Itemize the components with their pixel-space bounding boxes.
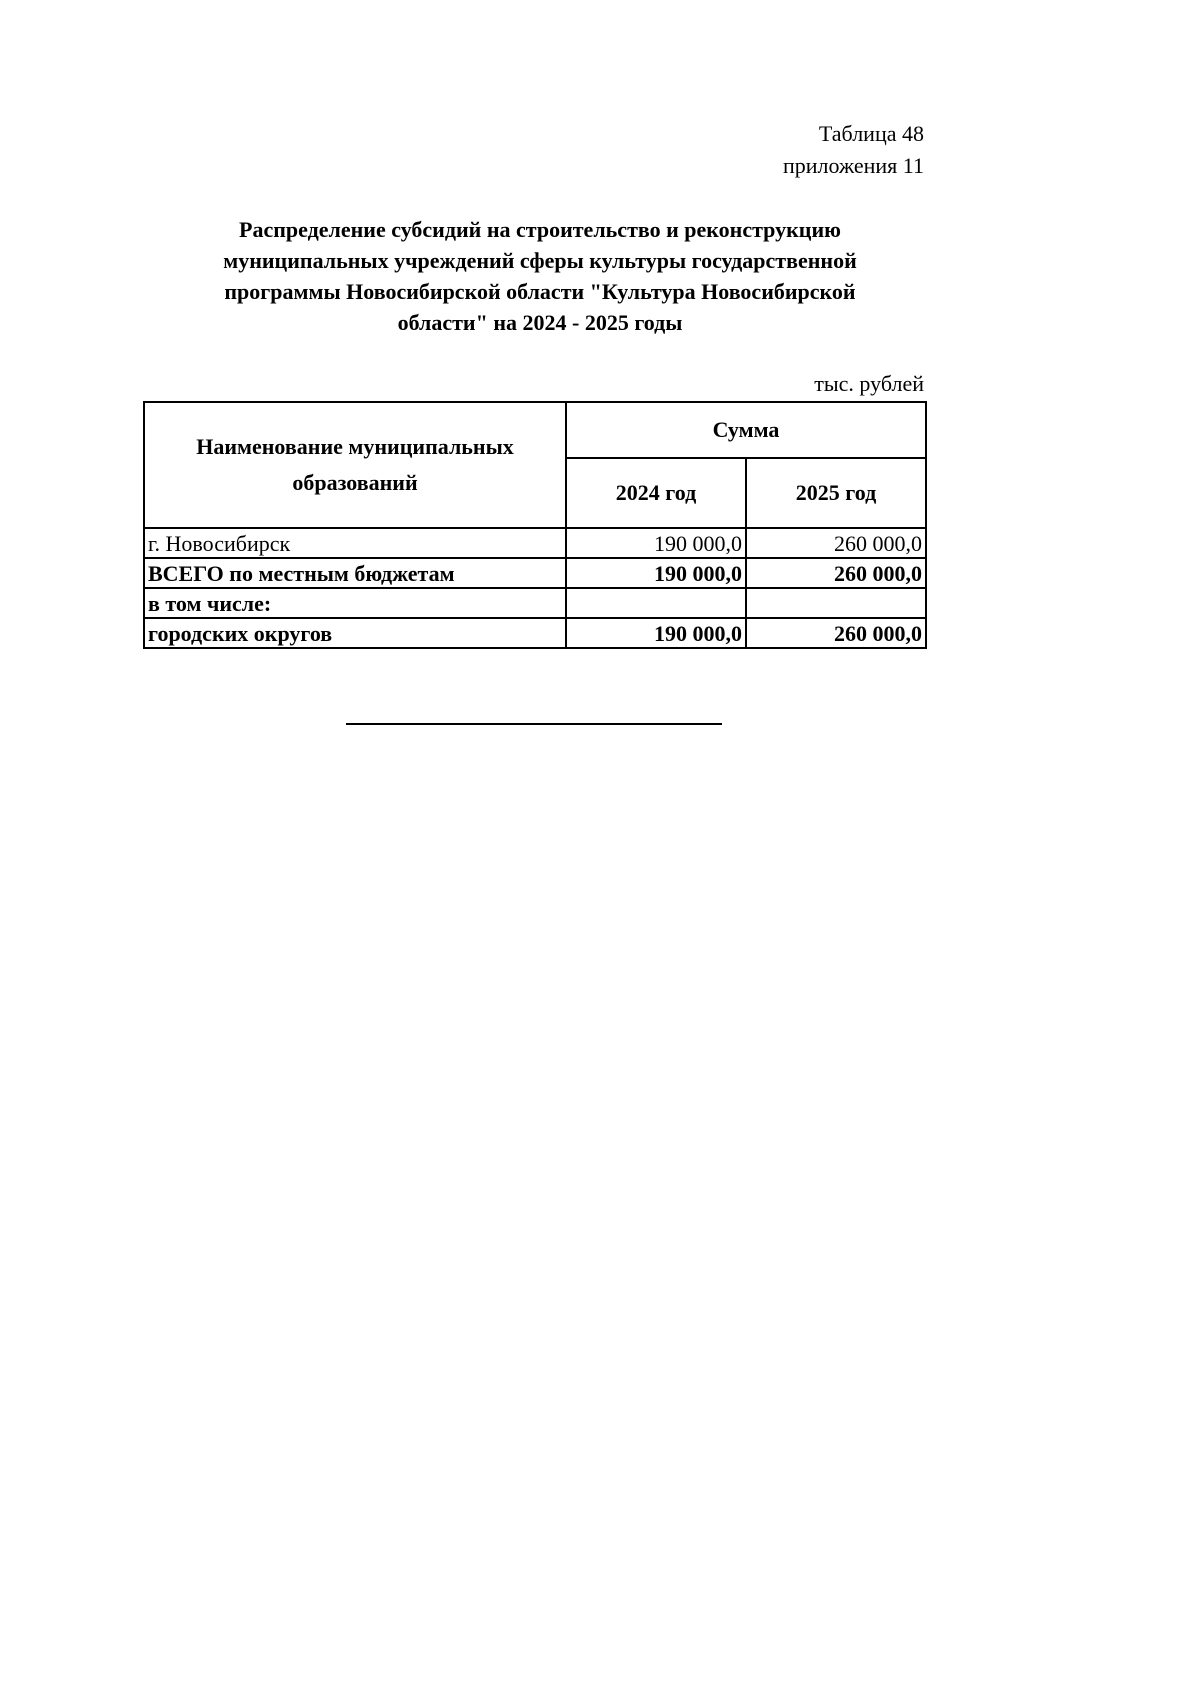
header-year-2025: 2025 год	[746, 458, 926, 528]
title-line: муниципальных учреждений сферы культуры государственной	[223, 248, 857, 273]
table-row	[144, 558, 926, 588]
total-2025: 260 000,0	[746, 558, 926, 588]
header-municipality: Наименование муниципальных образований	[144, 402, 566, 528]
document-title	[160, 214, 920, 338]
appendix-reference	[783, 118, 924, 182]
city-districts-label: городских округов	[144, 618, 566, 648]
including-2024	[566, 588, 746, 618]
amount-2024: 190 000,0	[566, 528, 746, 558]
end-separator-line	[346, 723, 722, 725]
title-line: области" на 2024 - 2025 годы	[397, 310, 683, 335]
title-line: Распределение субсидий на строительство и реконструкцию	[239, 217, 841, 242]
subsidy-table	[143, 401, 927, 649]
title-line: программы Новосибирской области "Культура Новосибирской	[224, 279, 856, 304]
table-row	[144, 588, 926, 618]
header-sum: Сумма	[566, 402, 926, 458]
municipality-name: г. Новосибирск	[144, 528, 566, 558]
amount-2025: 260 000,0	[746, 528, 926, 558]
total-2024: 190 000,0	[566, 558, 746, 588]
including-label: в том числе:	[144, 588, 566, 618]
table-row	[144, 528, 926, 558]
total-label: ВСЕГО по местным бюджетам	[144, 558, 566, 588]
appendix-number: приложения 11	[782, 153, 924, 178]
table-number: Таблица 48	[818, 121, 924, 146]
table-row	[144, 618, 926, 648]
city-districts-2025: 260 000,0	[746, 618, 926, 648]
units-label: тыс. рублей	[814, 371, 924, 396]
city-districts-2024: 190 000,0	[566, 618, 746, 648]
header-year-2024: 2024 год	[566, 458, 746, 528]
including-2025	[746, 588, 926, 618]
